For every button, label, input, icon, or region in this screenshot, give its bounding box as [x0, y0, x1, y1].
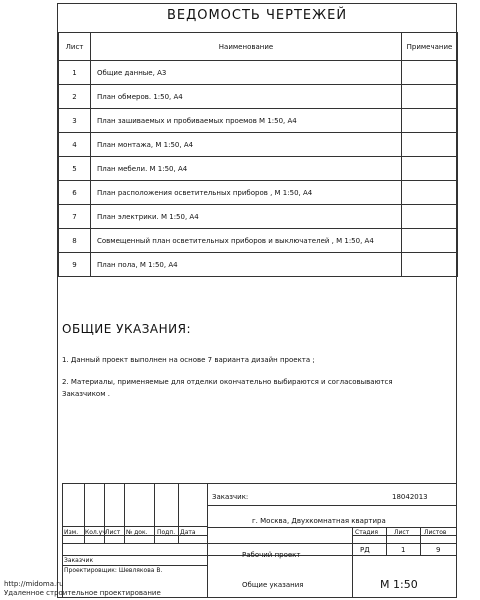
sheet-name: Общие указания	[242, 581, 304, 589]
row-note	[402, 205, 458, 229]
row-note	[402, 133, 458, 157]
sheet-value: 1	[401, 546, 406, 554]
project-code: 18042013	[392, 493, 428, 501]
sheets-value: 9	[436, 546, 441, 554]
row-name: Общие данные, А3	[91, 61, 402, 85]
general-note-2: 2. Материалы, применяемые для отделки окончательно выбираются и согласовываются Заказчиком .	[62, 378, 393, 398]
project-address: г. Москва, Двухкомнатная квартира	[252, 517, 386, 525]
customer-label: Заказчик:	[212, 493, 249, 501]
table-header-row	[59, 33, 458, 61]
col-date: Дата	[180, 529, 196, 536]
table-row	[59, 253, 458, 277]
col-doc: № док.	[126, 529, 148, 536]
row-note	[402, 157, 458, 181]
row-number: 3	[59, 109, 91, 133]
watermark	[4, 580, 161, 598]
col-kol: Кол.уч	[85, 529, 106, 536]
row-note	[402, 181, 458, 205]
drawing-sheet	[57, 3, 457, 598]
row-number: 5	[59, 157, 91, 181]
column-header-sheet: Лист	[59, 33, 91, 61]
row-name: Совмещенный план осветительных приборов и выключателей , М 1:50, А4	[91, 229, 402, 253]
row-name: План обмеров. 1:50, А4	[91, 85, 402, 109]
table-row	[59, 133, 458, 157]
drawings-register-table	[58, 32, 458, 277]
watermark-text: Удаленное строительное проектирование	[4, 589, 161, 597]
row-number: 4	[59, 133, 91, 157]
sheets-label: Листов	[424, 529, 447, 536]
sheet-title: ВЕДОМОСТЬ ЧЕРТЕЖЕЙ	[166, 8, 348, 23]
row-number: 2	[59, 85, 91, 109]
col-list: Лист	[105, 529, 121, 536]
row-number: 1	[59, 61, 91, 85]
table-row	[59, 61, 458, 85]
table-row	[59, 229, 458, 253]
table-row	[59, 109, 458, 133]
role-customer: Заказчик	[64, 557, 94, 564]
row-note	[402, 109, 458, 133]
column-header-name: Наименование	[91, 33, 402, 61]
stage-label: Стадия	[355, 529, 379, 536]
table-row	[59, 205, 458, 229]
general-note-1: 1. Данный проект выполнен на основе 7 варианта дизайн проекта ;	[62, 356, 315, 364]
column-header-note: Примечание	[402, 33, 458, 61]
row-note	[402, 61, 458, 85]
role-designer: Проектировщик: Шевлякова В.	[64, 567, 163, 574]
row-name: План зашиваемых и пробиваемых проемов М 1:50, А4	[91, 109, 402, 133]
general-notes-heading: ОБЩИЕ УКАЗАНИЯ:	[62, 322, 191, 336]
row-number: 8	[59, 229, 91, 253]
row-note	[402, 229, 458, 253]
row-note	[402, 85, 458, 109]
row-name: План электрики. М 1:50, А4	[91, 205, 402, 229]
col-izm: Изм.	[64, 529, 79, 536]
row-name: План пола, М 1:50, А4	[91, 253, 402, 277]
sheet-label: Лист	[394, 529, 410, 536]
row-number: 7	[59, 205, 91, 229]
row-name: План мебели. М 1:50, А4	[91, 157, 402, 181]
row-name: План расположения осветительных приборов , М 1:50, А4	[91, 181, 402, 205]
table-row	[59, 85, 458, 109]
scale-value: М 1:50	[380, 578, 418, 591]
row-number: 9	[59, 253, 91, 277]
row-name: План монтажа, М 1:50, А4	[91, 133, 402, 157]
table-row	[59, 181, 458, 205]
stage-value: РД	[360, 546, 370, 554]
table-row	[59, 157, 458, 181]
row-note	[402, 253, 458, 277]
col-sign: Подп.	[157, 529, 176, 536]
watermark-url[interactable]: http://midoma.ru	[4, 580, 64, 588]
project-kind: Рабочий проект	[242, 551, 301, 559]
row-number: 6	[59, 181, 91, 205]
